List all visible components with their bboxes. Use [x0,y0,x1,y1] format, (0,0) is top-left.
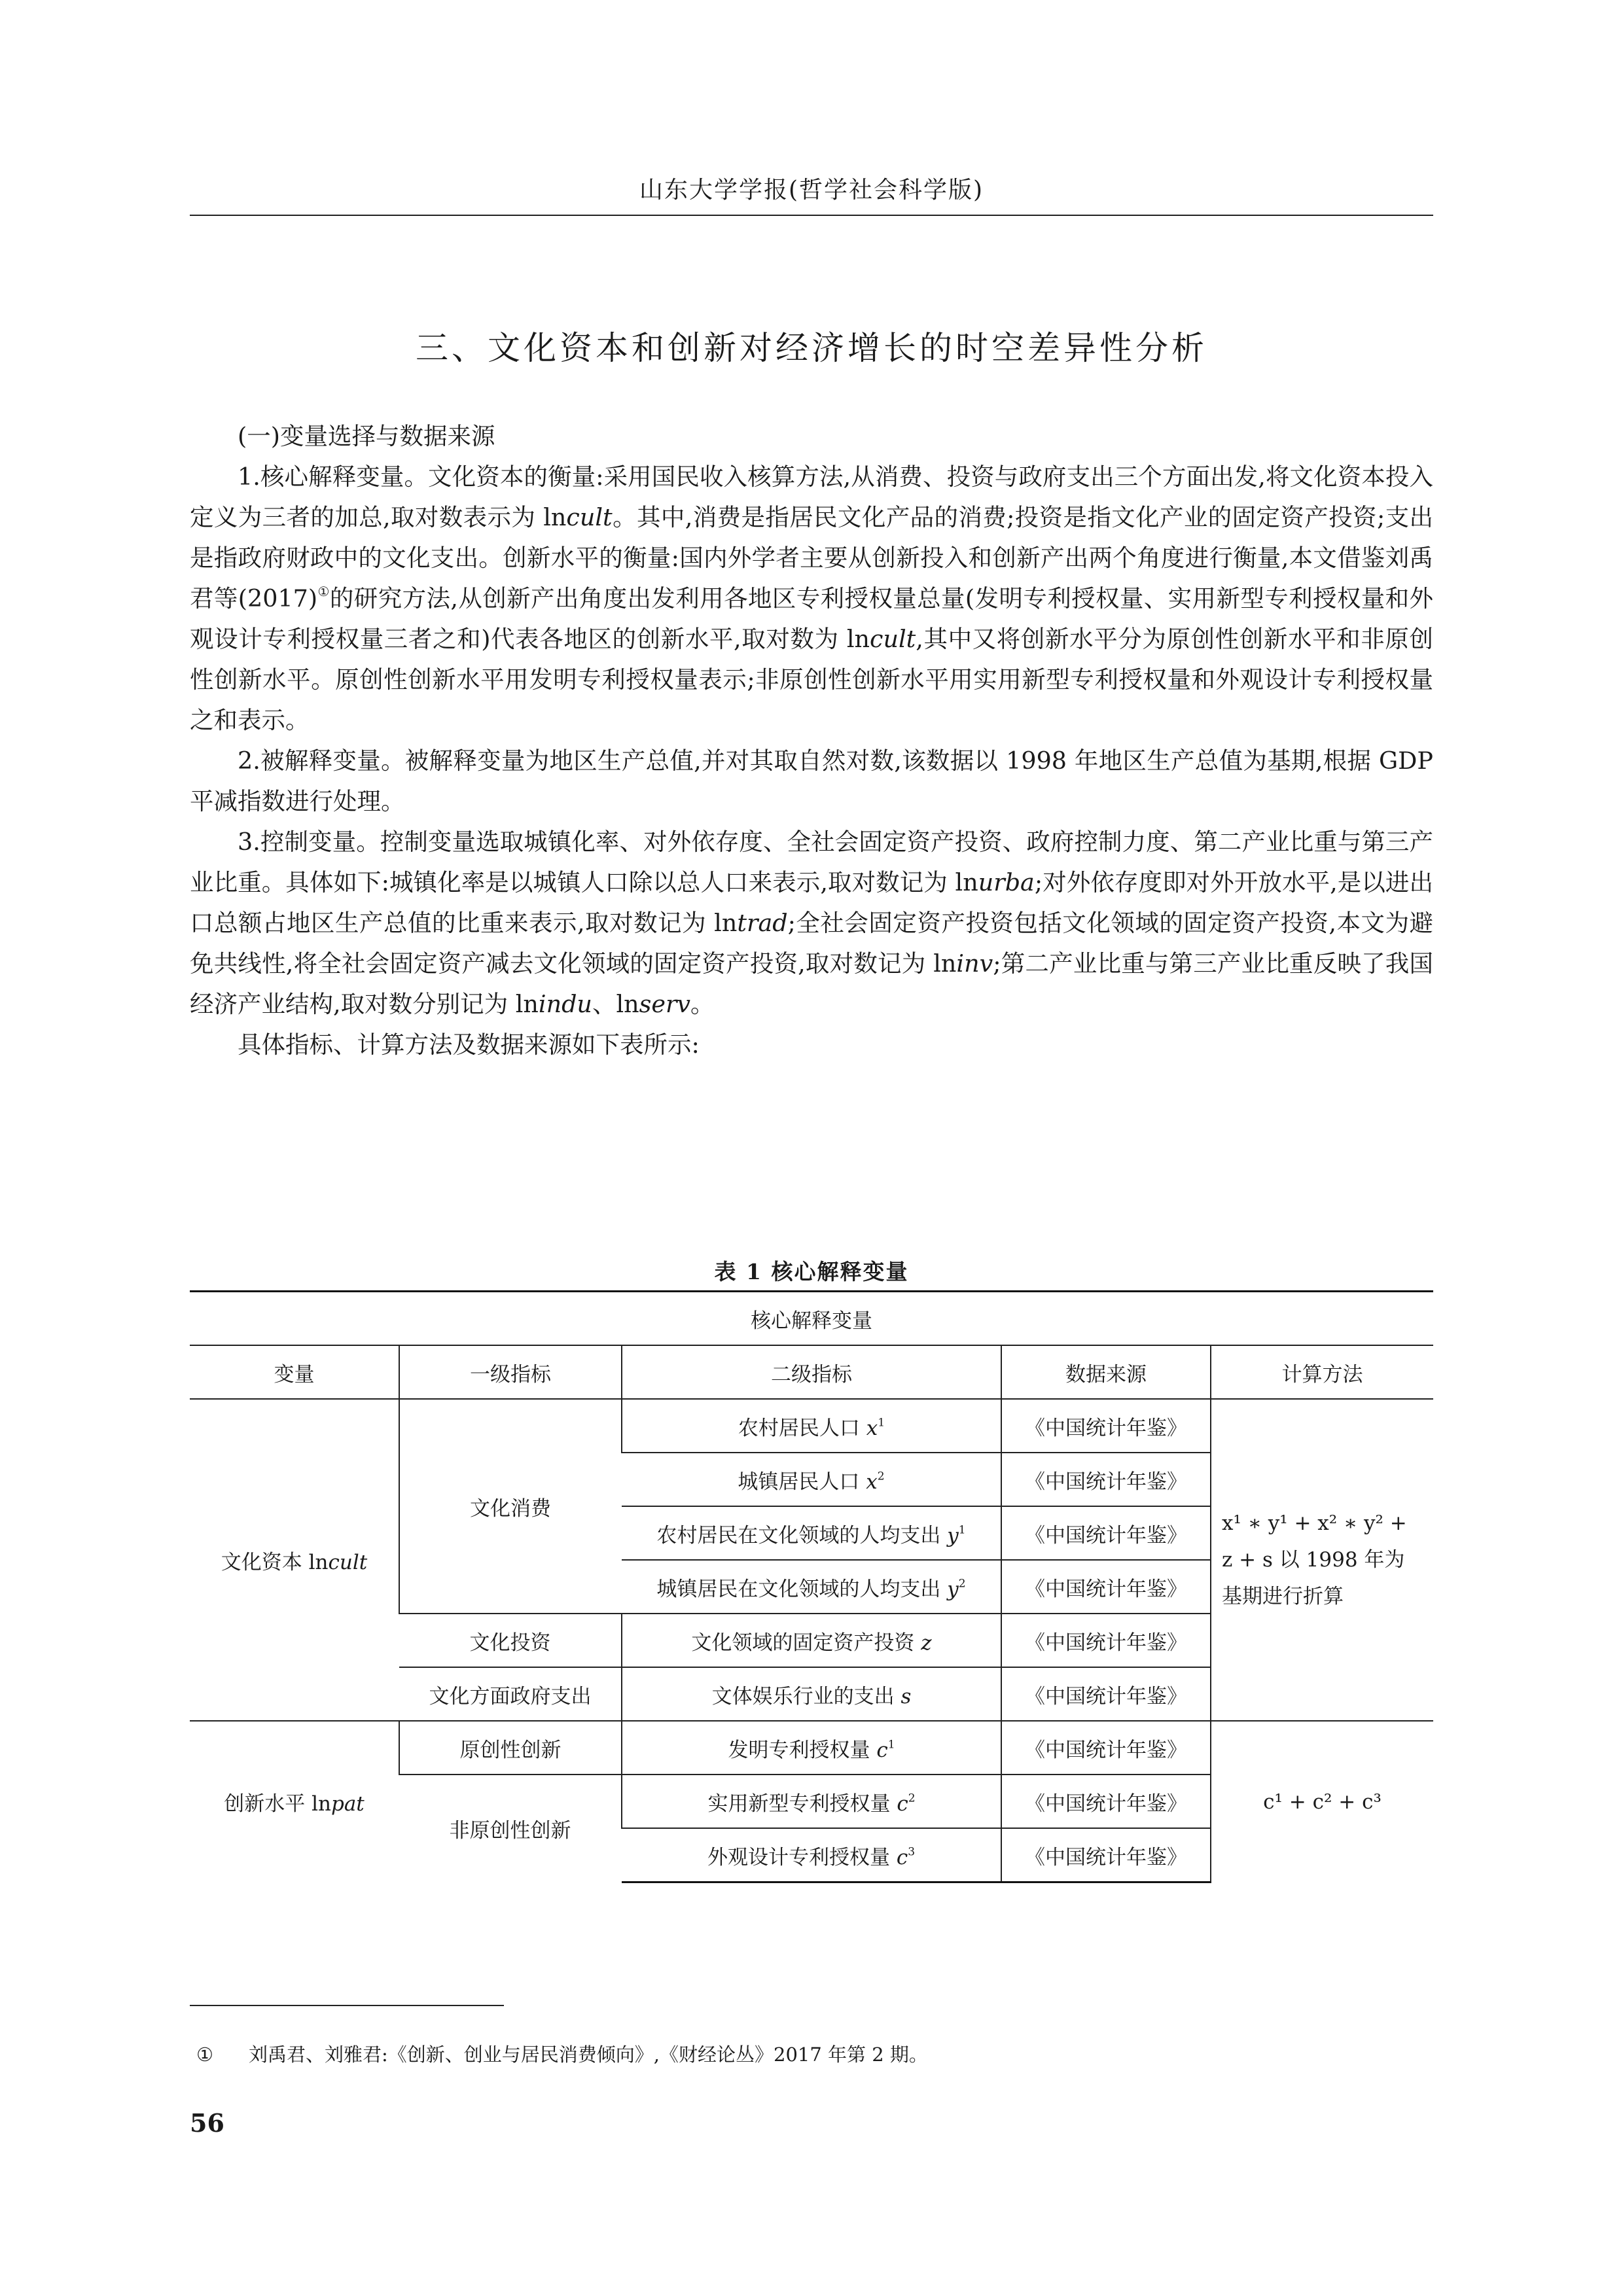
method-culture-capital [1211,1399,1433,1721]
page-number: 56 [190,2108,224,2138]
data-source: 《中国统计年鉴》 [1001,1828,1211,1882]
data-source: 《中国统计年鉴》 [1001,1453,1211,1506]
subsection-heading: (一)变量选择与数据来源 [238,422,495,450]
variable-innovation-level: 创新水平 lnpat [190,1721,399,1882]
method-base-year: 以 1998 年为基期进行折算 [1222,1548,1405,1608]
running-head: 山东大学学报(哲学社会科学版) [639,177,984,203]
table-group-header: 核心解释变量 [190,1292,1433,1346]
data-source: 《中国统计年鉴》 [1001,1721,1211,1775]
data-source: 《中国统计年鉴》 [1001,1614,1211,1667]
table-caption: 表 1 核心解释变量 [714,1259,909,1284]
body-text [190,416,1433,1065]
data-source: 《中国统计年鉴》 [1001,1399,1211,1453]
data-source: 《中国统计年鉴》 [1001,1560,1211,1614]
level1-original-innovation: 原创性创新 [399,1721,622,1775]
method-formula-line1: x¹ ∗ y¹ + x² ∗ y² + [1222,1511,1407,1535]
paragraph-table-intro: 具体指标、计算方法及数据来源如下表所示: [238,1031,700,1059]
footnote-ref[interactable]: ① [317,583,330,599]
level1-nonoriginal-innovation: 非原创性创新 [399,1775,622,1882]
level2-indicator: 实用新型专利授权量 $c^2$ [622,1775,1001,1828]
paragraph-control-variables: 3.控制变量。控制变量选取城镇化率、对外依存度、全社会固定资产投资、政府控制力度、第二产业比重与第三产业比重。具体如下:城镇化率是以城镇人口除以总人口来表示,取对数记为 lnurba;对外依存度即对外开放水平,是以进出口总额占地区生产总值的比重来表示,取对数记为 lntrad;全社会固定资产投资包括文化领域的固定资产投资,本文为避免共线性,将全社会固定资产减去文化领域的固定资产投资,取对数记为 lninv;第二产业比重与第三产业比重反映了我国经济产业结构,取对数分别记为 lnindu、lnserv。 [190,828,1433,1018]
footnote-mark: ① [196,2043,213,2066]
level2-indicator: 农村居民人口 $x^1$ [622,1399,1001,1453]
level2-indicator: 农村居民在文化领域的人均支出 $y^1$ [622,1506,1001,1560]
level2-indicator: 文体娱乐行业的支出 s [622,1667,1001,1721]
table-header: 数据来源 [1001,1345,1211,1399]
data-source: 《中国统计年鉴》 [1001,1775,1211,1828]
footnote [196,2040,1427,2067]
data-source: 《中国统计年鉴》 [1001,1506,1211,1560]
header-rule [190,215,1433,216]
footnote-rule [190,2005,504,2006]
level2-indicator: 文化领域的固定资产投资 z [622,1614,1001,1667]
table-header: 一级指标 [399,1345,622,1399]
table-header: 变量 [190,1345,399,1399]
table-header: 计算方法 [1211,1345,1433,1399]
variable-culture-capital: 文化资本 lncult [190,1399,399,1721]
table-header: 二级指标 [622,1345,1001,1399]
paragraph-dependent-variable: 2.被解释变量。被解释变量为地区生产总值,并对其取自然对数,该数据以 1998 年地区生产总值为基期,根据 GDP 平减指数进行处理。 [190,747,1433,815]
method-formula-line2: z + s [1222,1548,1273,1572]
level1-government-spending: 文化方面政府支出 [399,1667,622,1721]
level2-indicator: 外观设计专利授权量 $c^3$ [622,1828,1001,1882]
level2-indicator: 发明专利授权量 $c^1$ [622,1721,1001,1775]
footnote-text: 刘禹君、刘雅君:《创新、创业与居民消费倾向》,《财经论丛》2017 年第 2 期。 [249,2043,928,2066]
level2-indicator: 城镇居民人口 $x^2$ [622,1453,1001,1506]
section-title: 三、文化资本和创新对经济增长的时空差异性分析 [416,329,1207,367]
level2-indicator: 城镇居民在文化领域的人均支出 $y^2$ [622,1560,1001,1614]
data-source: 《中国统计年鉴》 [1001,1667,1211,1721]
level1-culture-consumption: 文化消费 [399,1399,622,1614]
paragraph-core-variables: 1.核心解释变量。文化资本的衡量:采用国民收入核算方法,从消费、投资与政府支出三个方面出发,将文化资本投入定义为三者的加总,取对数表示为 lncult。其中,消费是指居民文化产品的消费;投资是指文化产业的固定资产投资;支出是指政府财政中的文化支出。创新水平的衡量:国内外学者主要从创新投入和创新产出两个角度进行衡量,本文借鉴刘禹君等(2017)①的研究方法,从创新产出角度出发利用各地区专利授权量总量(发明专利授权量、实用新型专利授权量和外观设计专利授权量三者之和)代表各地区的创新水平,取对数为 lncult,其中又将创新水平分为原创性创新水平和非原创性创新水平。原创性创新水平用发明专利授权量表示;非原创性创新水平用实用新型专利授权量和外观设计专利授权量之和表示。 [190,463,1434,734]
core-variables-table [190,1290,1433,1883]
level1-culture-investment: 文化投资 [399,1614,622,1667]
method-innovation-level: c¹ + c² + c³ [1211,1721,1433,1882]
